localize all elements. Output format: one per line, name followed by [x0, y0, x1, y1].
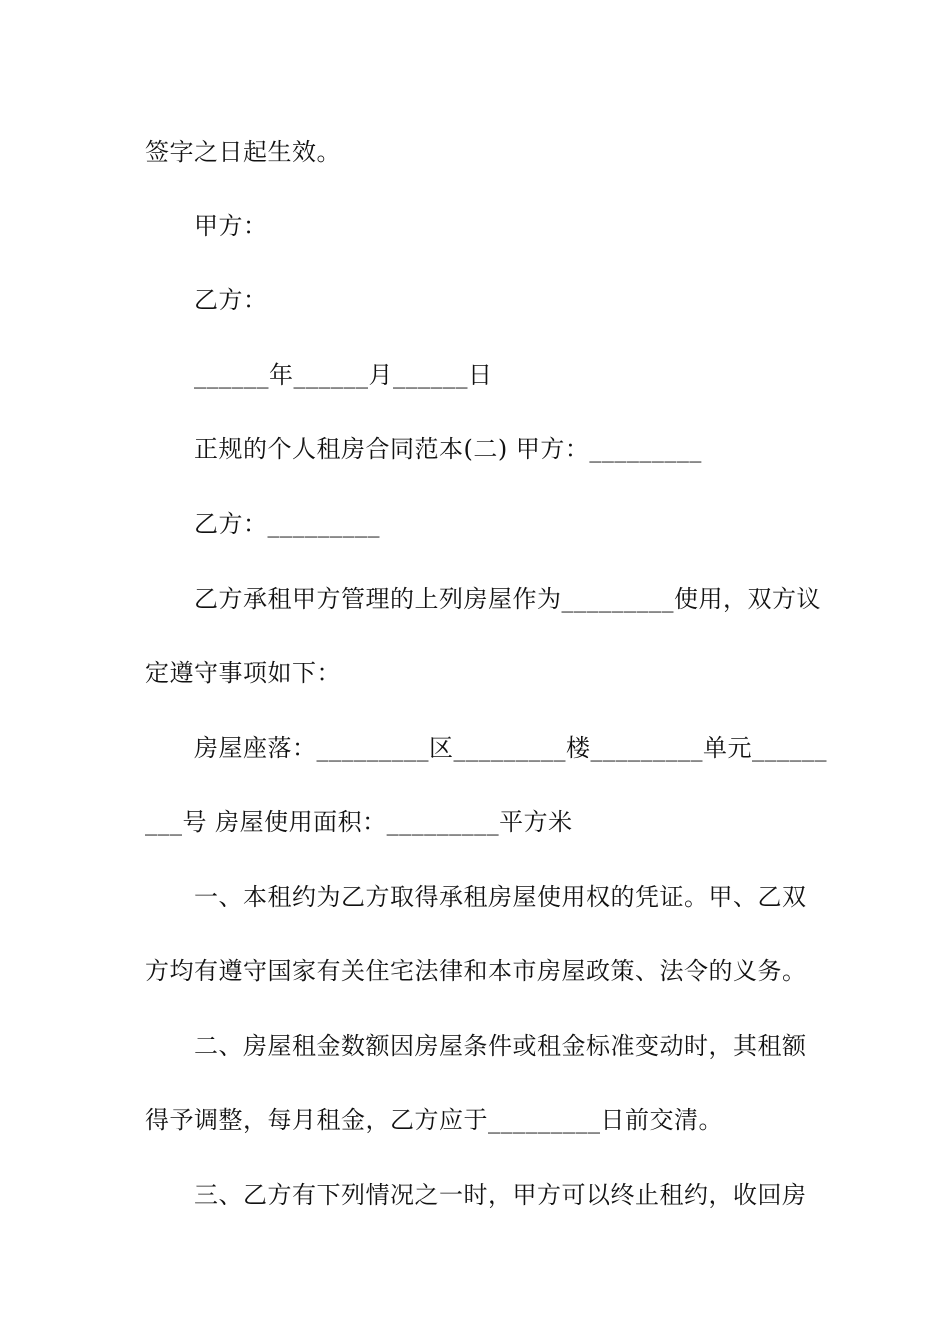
text-line: 签字之日起生效。: [145, 138, 341, 166]
text-line: 方均有遵守国家有关住宅法律和本市房屋政策、法令的义务。: [145, 957, 807, 985]
text-line: 甲方：: [194, 212, 268, 240]
text-line: ______年______月______日: [194, 361, 493, 389]
text-line: 正规的个人租房合同范本(二) 甲方：_________: [194, 435, 702, 463]
text-line: 二、房屋租金数额因房屋条件或租金标准变动时，其租额: [194, 1032, 807, 1060]
text-line: 房屋座落：_________区_________楼_________单元______: [194, 734, 827, 762]
text-line: 乙方：: [194, 286, 268, 314]
text-line: 乙方承租甲方管理的上列房屋作为_________使用，双方议: [194, 585, 821, 613]
text-line: 三、乙方有下列情况之一时，甲方可以终止租约，收回房: [194, 1181, 807, 1209]
text-line: ___号 房屋使用面积：_________平方米: [145, 808, 573, 836]
text-line: 一、本租约为乙方取得承租房屋使用权的凭证。甲、乙双: [194, 883, 807, 911]
text-line: 得予调整，每月租金，乙方应于_________日前交清。: [145, 1106, 723, 1134]
text-line: 乙方：_________: [194, 510, 380, 538]
text-line: 定遵守事项如下：: [145, 659, 341, 687]
